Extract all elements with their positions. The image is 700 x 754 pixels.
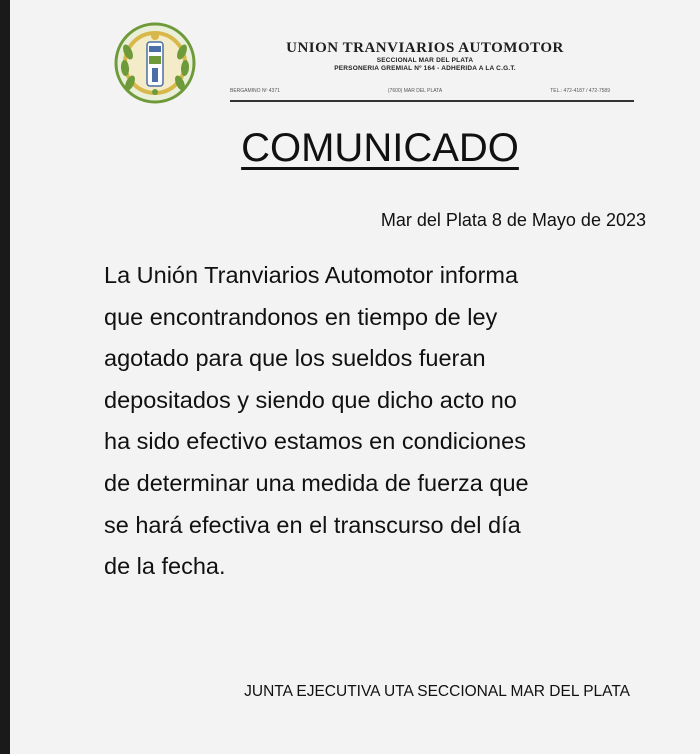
- body-line: que encontrandonos en tiempo de ley: [104, 303, 498, 330]
- legal-status: PERSONERIA GREMIAL Nº 164 - ADHERIDA A LA C.G.T.: [334, 64, 516, 72]
- document-body: [104, 255, 664, 588]
- document-page: [10, 0, 700, 754]
- document-date: Mar del Plata 8 de Mayo de 2023: [380, 210, 646, 230]
- letterhead-divider: [230, 100, 634, 102]
- phone-text: TEL.: 472-4187 / 472-7589: [550, 88, 610, 94]
- document-heading: [10, 124, 700, 172]
- letterhead-contacts: [230, 88, 610, 94]
- body-line: La Unión Tranviarios Automotor informa: [104, 262, 519, 288]
- organization-name: UNION TRANVIARIOS AUTOMOTOR: [286, 40, 564, 56]
- locality-text: (7600) MAR DEL PLATA: [387, 88, 443, 94]
- body-line: depositados y siendo que dicho acto no: [104, 386, 517, 413]
- section-name: SECCIONAL MAR DEL PLATA: [376, 57, 474, 64]
- heading-text: COMUNICADO: [241, 126, 519, 170]
- body-line: de la fecha.: [104, 553, 226, 580]
- address-text: BERGAMINO Nº 4371: [230, 88, 280, 94]
- union-seal-logo: [114, 22, 196, 104]
- body-line: agotado para que los sueldos fueran: [104, 345, 486, 372]
- body-line: ha sido efectivo estamos en condiciones: [104, 428, 526, 455]
- letterhead: [230, 40, 620, 72]
- body-line: de determinar una medida de fuerza que: [104, 469, 529, 496]
- body-line: se hará efectiva en el transcurso del día: [104, 511, 521, 538]
- signature-line: JUNTA EJECUTIVA UTA SECCIONAL MAR DEL PLATA: [244, 683, 630, 700]
